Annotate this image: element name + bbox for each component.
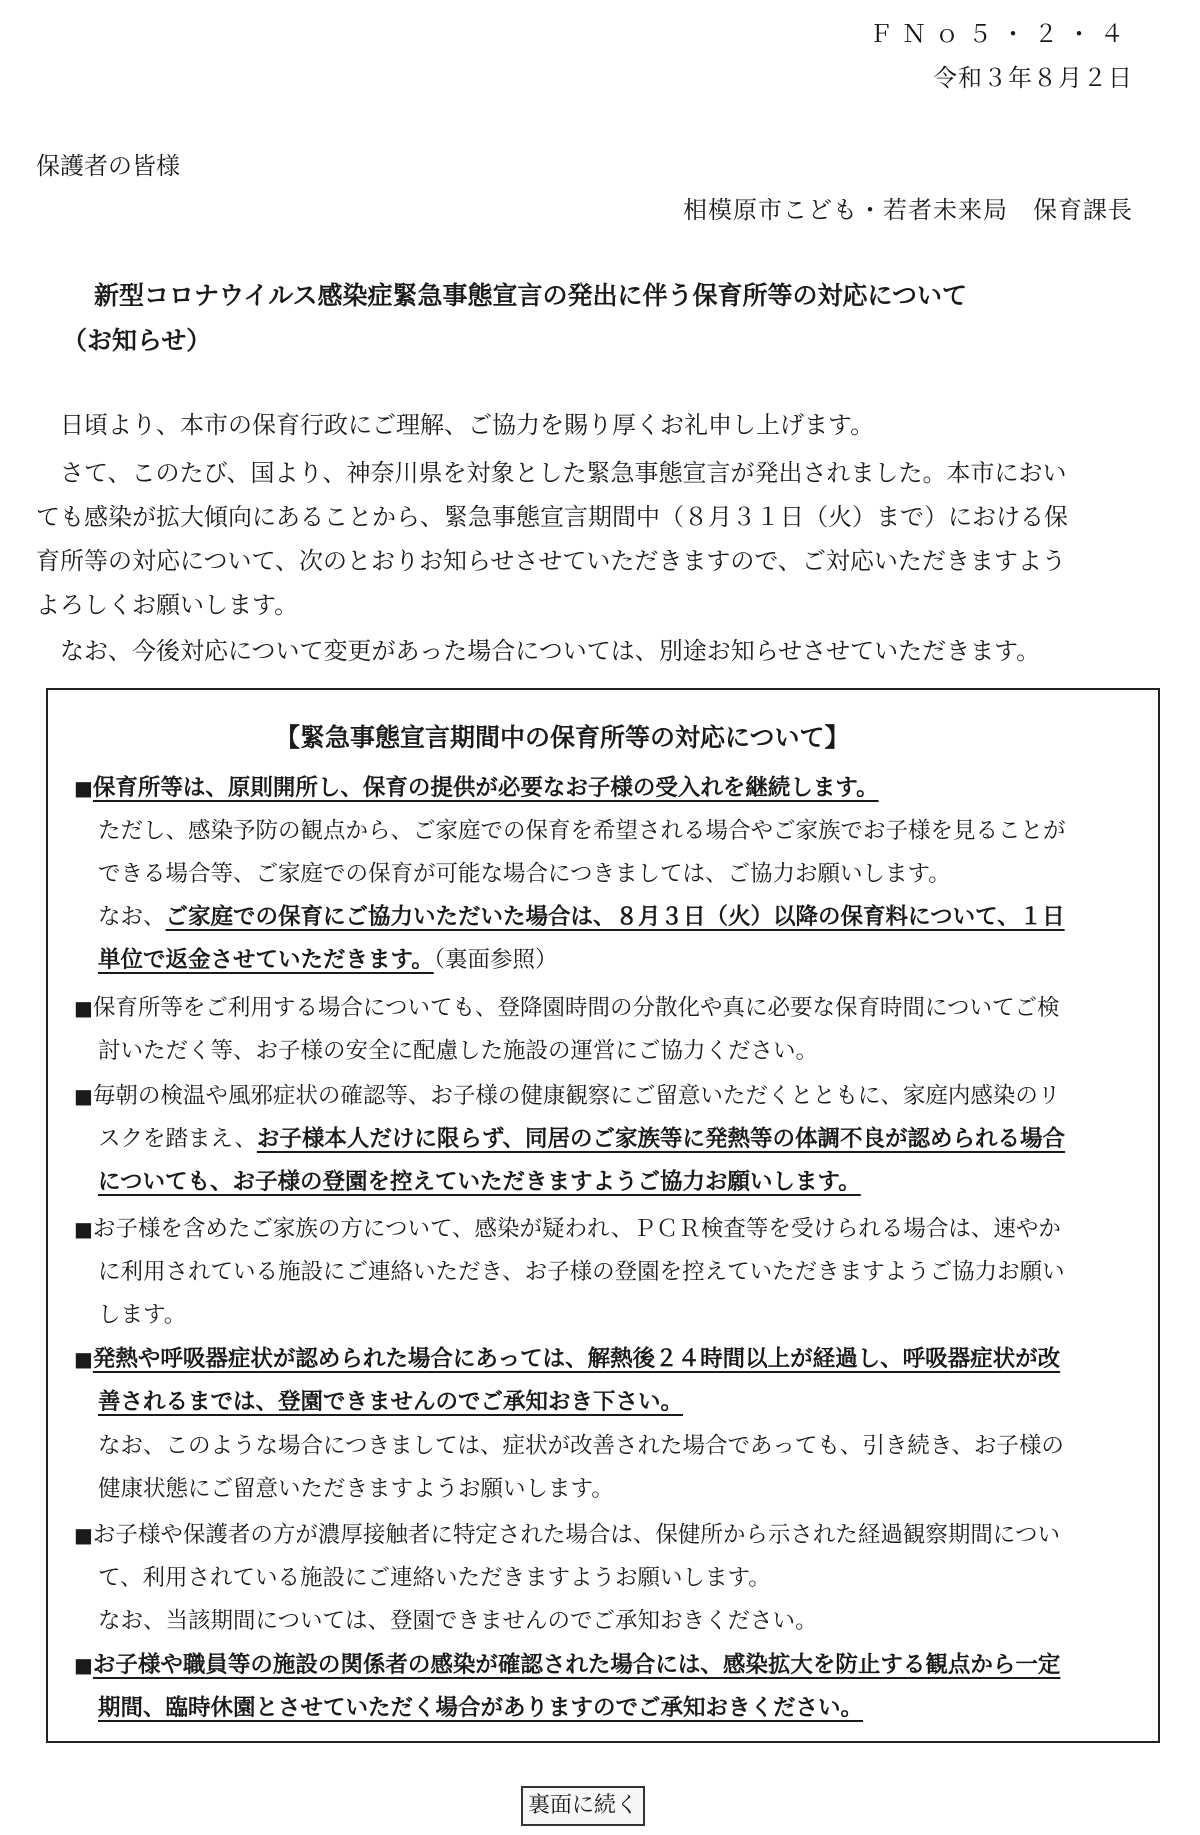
notice-item-1-line-5-reference: （裏面参照） <box>433 947 558 973</box>
notice-item-5 <box>74 1341 1060 1373</box>
notice-item-1-line-5-emphasis: 単位で返金させていただきます。 <box>98 947 434 973</box>
document-title-suffix: （お知らせ） <box>62 326 212 355</box>
notice-item-4-line-3: します。 <box>98 1302 187 1328</box>
notice-item-5-line-1: 発熱や呼吸器症状が認められた場合にあっては、解熱後２４時間以上が経過し、呼吸器症状が改 <box>92 1346 1061 1372</box>
notice-item-5-line-4: 健康状態にご留意いただきますようお願いします。 <box>98 1476 614 1502</box>
notice-box-title: 【緊急事態宣言期間中の保育所等の対応について】 <box>275 723 850 752</box>
document-title: 新型コロナウイルス感染症緊急事態宣言の発出に伴う保育所等の対応について <box>94 281 968 310</box>
bullet-square-icon: ■ <box>74 1523 93 1547</box>
notice-item-3-line-2-emphasis: お子様本人だけに限らず、同居のご家族等に発熱等の体調不良が認められる場合 <box>256 1126 1066 1152</box>
document-number: ＦＮｏ５・２・４ <box>869 20 1133 48</box>
addressee: 保護者の皆様 <box>36 152 180 180</box>
notice-item-6-line-1: お子様や保護者の方が濃厚接触者に特定された場合は、保健所から示された経過観察期間につい <box>92 1522 1060 1548</box>
notice-item-1-line-1: 保育所等は、原則開所し、保育の提供が必要なお子様の受入れを継続します。 <box>92 775 879 801</box>
notice-item-2-line-1: 保育所等をご利用する場合についても、登降園時間の分散化や真に必要な保育時間についてご検 <box>92 995 1060 1021</box>
notice-item-1 <box>74 770 879 802</box>
notice-item-3-line-3: についても、お子様の登園を控えていただきますようご協力お願いします。 <box>98 1169 861 1195</box>
notice-item-1-line-4-prefix: なお、 <box>98 904 166 930</box>
notice-item-4 <box>74 1211 1061 1243</box>
continue-on-back-label: 裏面に続く <box>521 1786 645 1826</box>
intro-paragraph-2-line-3: 育所等の対応について、次のとおりお知らせさせていただきますので、ご対応いただきますよう <box>36 547 1066 575</box>
intro-paragraph-3: なお、今後対応について変更があった場合については、別途お知らせさせていただきます。 <box>60 637 1041 665</box>
notice-item-1-line-3: できる場合等、ご家庭での保育が可能な場合につきましては、ご協力お願いします。 <box>98 861 951 887</box>
notice-item-5-line-2: 善されるまでは、登園できませんのでご承知おき下さい。 <box>98 1389 684 1415</box>
bullet-square-icon: ■ <box>74 1217 93 1241</box>
sender: 相模原市こども・若者未来局 保育課長 <box>683 196 1133 224</box>
bullet-square-icon: ■ <box>74 776 93 800</box>
notice-item-3-line-1: 毎朝の検温や風邪症状の確認等、お子様の健康観察にご留意いただくとともに、家庭内感染のリ <box>92 1083 1061 1109</box>
bullet-square-icon: ■ <box>74 1347 93 1371</box>
intro-paragraph-2-line-2: ても感染が拡大傾向にあることから、緊急事態宣言期間中（８月３１日（火）まで）における保 <box>36 503 1068 531</box>
intro-paragraph-2-line-4: よろしくお願いします。 <box>36 591 299 619</box>
notice-item-4-line-1: お子様を含めたご家族の方について、感染が疑われ、ＰＣＲ検査等を受けられる場合は、速やか <box>92 1216 1061 1242</box>
notice-item-3-line-2-prefix: スクを踏まえ、 <box>98 1126 257 1152</box>
notice-item-3-line-2 <box>98 1121 1065 1153</box>
notice-item-4-line-2: に利用されている施設にご連絡いただき、お子様の登園を控えていただきますようご協力お願い <box>98 1259 1065 1285</box>
notice-item-1-line-2: ただし、感染予防の観点から、ご家庭での保育を希望される場合やご家族でお子様を見ることが <box>98 818 1066 844</box>
notice-item-6-line-2: て、利用されている施設にご連絡いただきますようお願いします。 <box>98 1565 771 1591</box>
notice-item-6-line-3: なお、当該期間については、登園できませんのでご承知おきください。 <box>98 1608 818 1634</box>
notice-item-2-line-2: 討いただく等、お子様の安全に配慮した施設の運営にご協力ください。 <box>98 1038 819 1064</box>
bullet-square-icon: ■ <box>74 996 93 1020</box>
notice-item-7-line-1: お子様や職員等の施設の関係者の感染が確認された場合には、感染拡大を防止する観点から一定 <box>92 1652 1061 1678</box>
notice-item-1-line-4 <box>98 899 1065 931</box>
intro-paragraph-2-line-1: さて、このたび、国より、神奈川県を対象とした緊急事態宣言が発出されました。本市におい <box>60 459 1067 487</box>
notice-item-5-line-3: なお、このような場合につきましては、症状が改善された場合であっても、引き続き、お子様の <box>98 1433 1064 1459</box>
notice-item-3 <box>74 1078 1060 1110</box>
notice-item-1-line-5 <box>98 942 557 974</box>
notice-item-1-line-4-emphasis: ご家庭での保育にご協力いただいた場合は、８月３日（火）以降の保育料について、１日 <box>165 904 1065 930</box>
bullet-square-icon: ■ <box>74 1653 93 1677</box>
document-date: 令和３年８月２日 <box>933 64 1133 92</box>
notice-item-7-line-2: 期間、臨時休園とさせていただく場合がありますのでご承知おきください。 <box>98 1695 864 1721</box>
notice-item-2 <box>74 990 1060 1022</box>
notice-item-6 <box>74 1517 1060 1549</box>
intro-paragraph-1: 日頃より、本市の保育行政にご理解、ご協力を賜り厚くお礼申し上げます。 <box>60 411 875 439</box>
bullet-square-icon: ■ <box>74 1084 93 1108</box>
notice-item-7 <box>74 1647 1060 1679</box>
